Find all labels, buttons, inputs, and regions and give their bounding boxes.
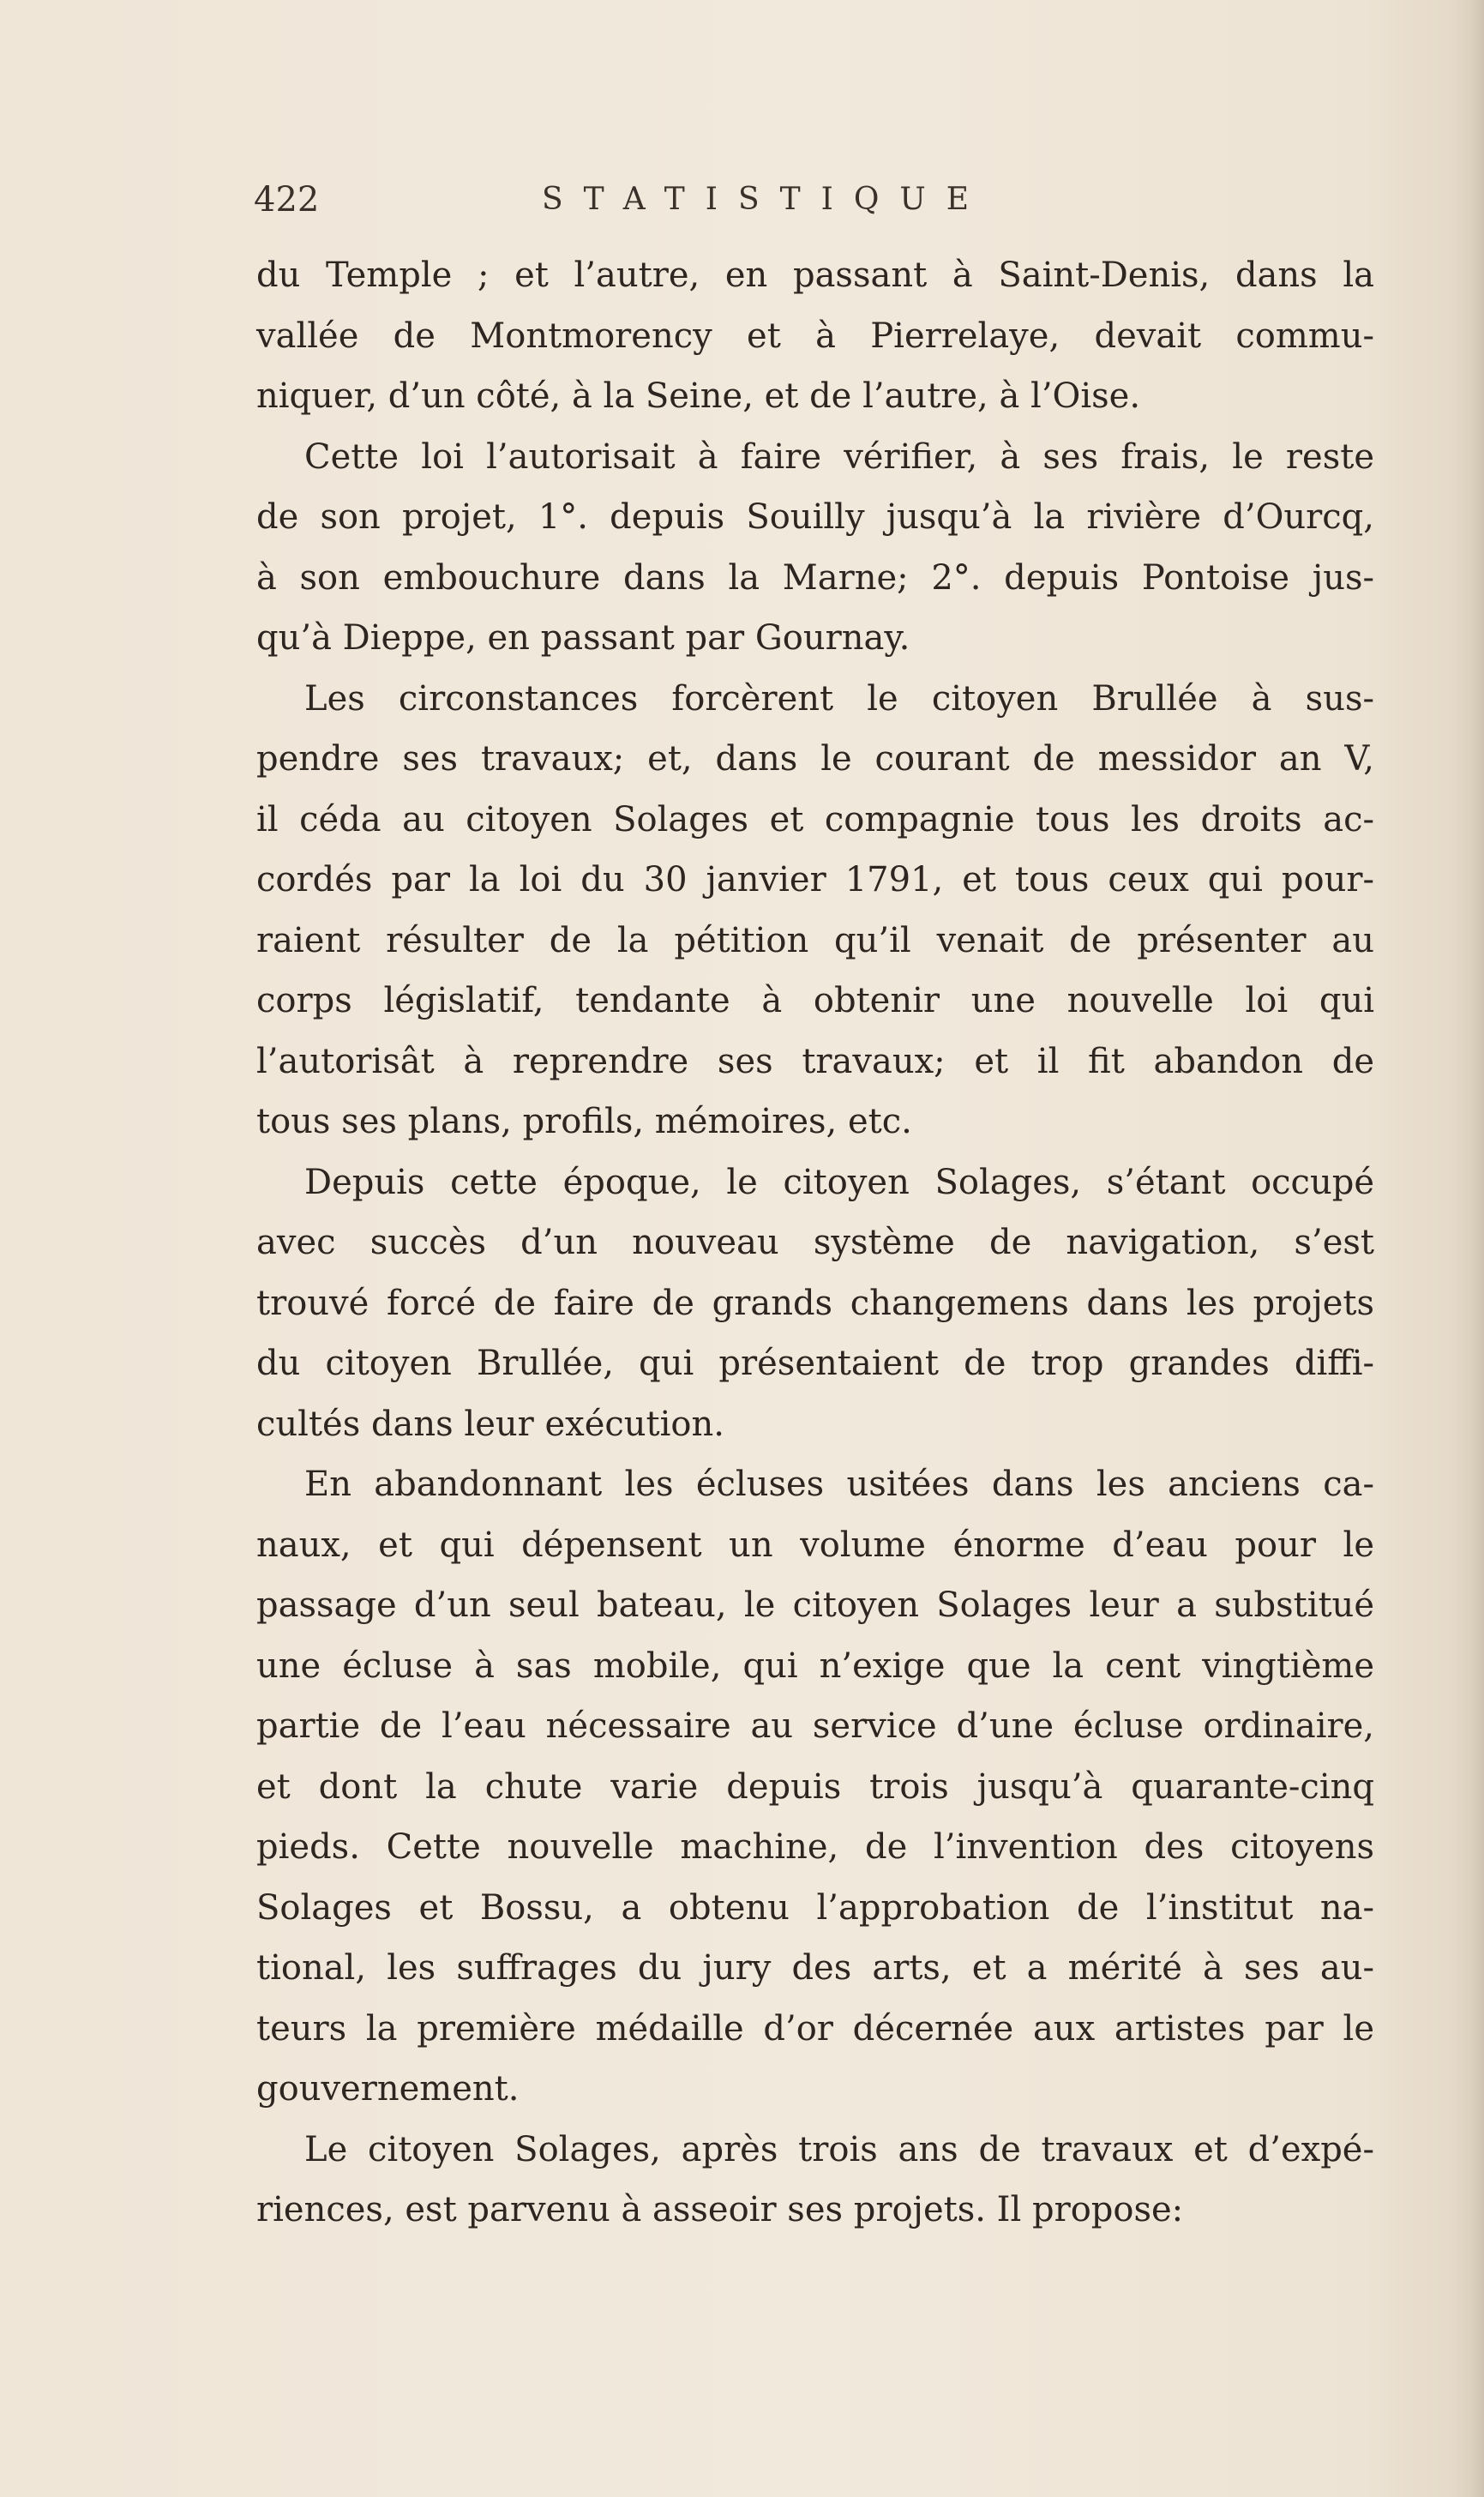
text-line: l’autorisât à reprendre ses travaux; et il fit abandon de <box>256 1041 1374 1081</box>
text-line: pendre ses travaux; et, dans le courant de messidor an V, <box>256 739 1374 779</box>
text-line: corps législatif, tendante à obtenir une nouvelle loi qui <box>256 981 1374 1020</box>
text-line: trouvé forcé de faire de grands changemens dans les projets <box>256 1283 1374 1323</box>
text-line: à son embouchure dans la Marne; 2°. depuis Pontoise jus- <box>256 557 1374 598</box>
paragraph-first-line: Les circonstances forcèrent le citoyen Brullée à sus- <box>304 678 1374 719</box>
text-line: avec succès d’un nouveau système de navigation, s’est <box>256 1223 1374 1262</box>
running-title: STATISTIQUE <box>542 182 989 217</box>
text-line: il céda au citoyen Solages et compagnie tous les droits ac- <box>256 799 1374 839</box>
text-line: pieds. Cette nouvelle machine, de l’invention des citoyens <box>256 1827 1374 1867</box>
paragraph-first-line: Depuis cette époque, le citoyen Solages, s’étant occupé <box>304 1162 1374 1202</box>
paragraph-first-line: Le citoyen Solages, après trois ans de travaux et d’expé- <box>304 2129 1374 2169</box>
text-line: Solages et Bossu, a obtenu l’approbation de l’institut na- <box>256 1887 1374 1928</box>
text-line: cordés par la loi du 30 janvier 1791, et tous ceux qui pour- <box>256 860 1374 900</box>
text-line: du citoyen Brullée, qui présentaient de trop grandes diffi- <box>256 1344 1374 1383</box>
text-line: qu’à Dieppe, en passant par Gournay. <box>256 618 910 658</box>
text-line: teurs la première médaille d’or décernée aux artistes par le <box>256 2008 1374 2049</box>
text-line: riences, est parvenu à asseoir ses projets. Il propose: <box>256 2190 1184 2229</box>
text-line: cultés dans leur exécution. <box>256 1404 724 1444</box>
body-text <box>256 245 1374 2241</box>
paragraph-first-line: En abandonnant les écluses usitées dans les anciens ca- <box>304 1465 1374 1504</box>
page-edge-shadow <box>1450 0 1484 2497</box>
text-line: de son projet, 1°. depuis Souilly jusqu’à la rivière d’Ourcq, <box>256 497 1374 537</box>
text-line: raient résulter de la pétition qu’il venait de présenter au <box>256 920 1374 960</box>
page-number: 422 <box>254 180 320 220</box>
text-line: niquer, d’un côté, à la Seine, et de l’autre, à l’Oise. <box>256 376 1141 416</box>
text-line: tous ses plans, profils, mémoires, etc. <box>256 1102 912 1141</box>
paragraph-first-line: Cette loi l’autorisait à faire vérifier, à ses frais, le reste <box>304 436 1374 477</box>
text-line: et dont la chute varie depuis trois jusqu’à quarante-cinq <box>256 1766 1374 1807</box>
text-line: passage d’un seul bateau, le citoyen Solages leur a substitué <box>256 1585 1374 1625</box>
text-line: une écluse à sas mobile, qui n’exige que la cent vingtième <box>256 1646 1374 1686</box>
text-line: du Temple ; et l’autre, en passant à Saint-Denis, dans la <box>256 256 1374 295</box>
text-line: naux, et qui dépensent un volume énorme d’eau pour le <box>256 1525 1374 1565</box>
page-header <box>254 170 1403 230</box>
text-line: vallée de Montmorency et à Pierrelaye, devait commu- <box>256 316 1374 356</box>
text-line: tional, les suffrages du jury des arts, et a mérité à ses au- <box>256 1948 1374 1988</box>
text-line: gouvernement. <box>256 2069 520 2109</box>
text-line: partie de l’eau nécessaire au service d’une écluse ordinaire, <box>256 1706 1374 1746</box>
